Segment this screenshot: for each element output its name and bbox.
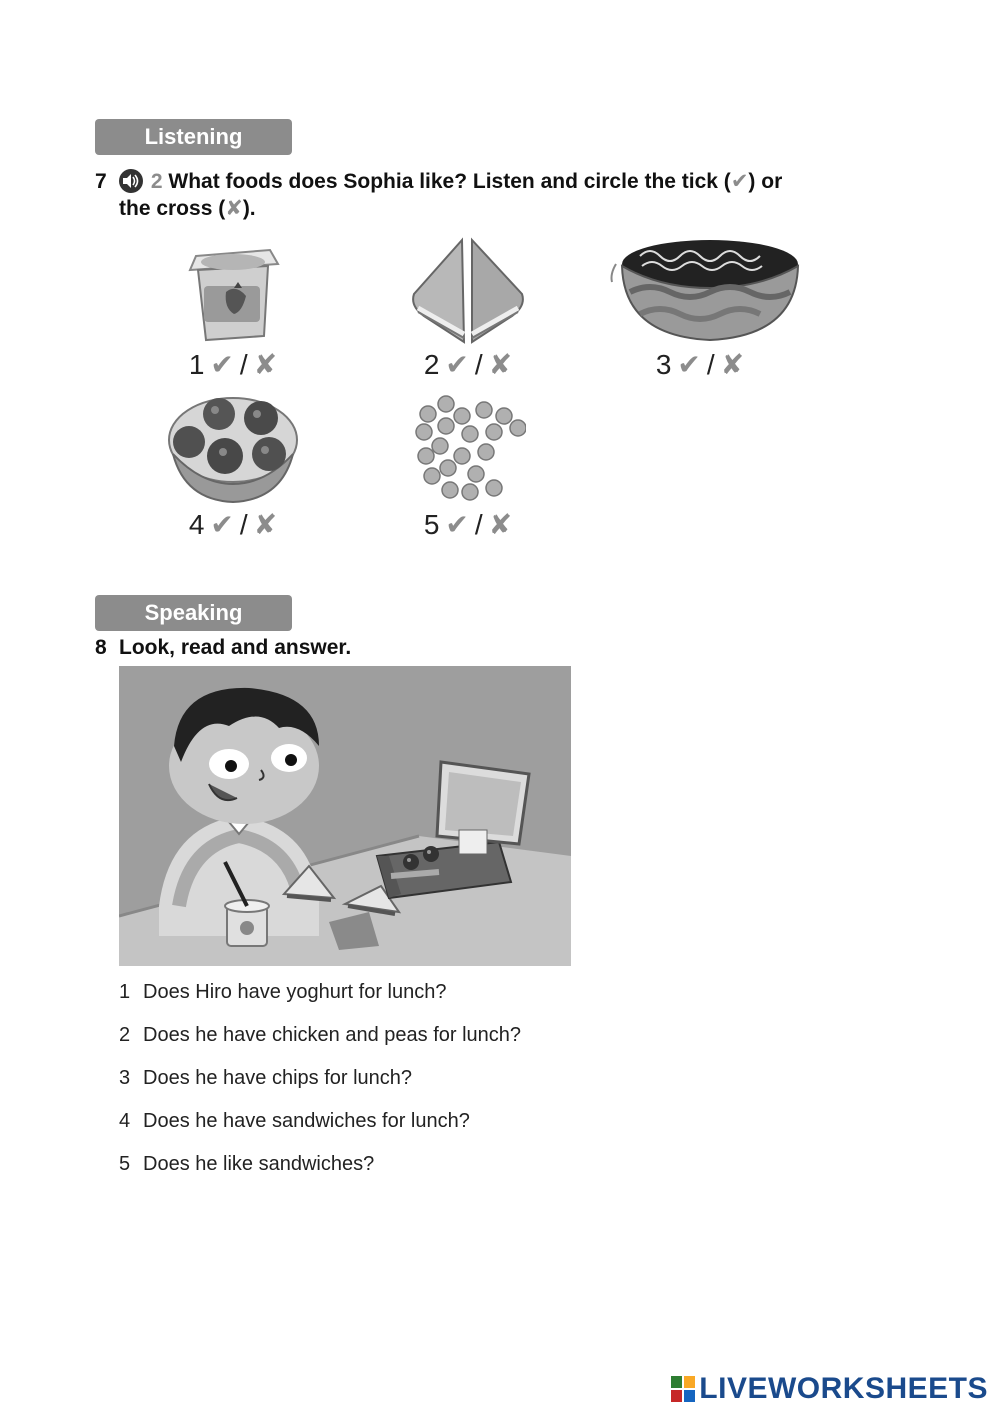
slash: / — [239, 349, 248, 380]
item-number: 2 — [423, 349, 440, 380]
tick-option[interactable]: ✔ — [445, 509, 469, 540]
logo-text: LIVEWORKSHEETS — [699, 1372, 988, 1405]
sandwich-image — [406, 236, 530, 344]
liveworksheets-logo — [670, 1372, 988, 1406]
question-number: 4 — [119, 1110, 131, 1132]
hiro-lunch-illustration — [119, 666, 571, 966]
food-item-4 — [133, 394, 333, 541]
question-2 — [119, 1024, 521, 1047]
exercise-8-instruction — [95, 634, 351, 661]
tick-option[interactable]: ✔ — [677, 349, 701, 380]
meatball-bowl-image — [165, 394, 301, 504]
item-number: 4 — [188, 509, 205, 540]
tick-option[interactable]: ✔ — [210, 349, 234, 380]
question-3 — [119, 1067, 412, 1090]
slash: / — [474, 509, 483, 540]
track-number: 2 — [150, 170, 163, 193]
question-number: 5 — [119, 1153, 131, 1175]
food-item-1 — [133, 236, 333, 381]
question-number: 2 — [119, 1024, 131, 1046]
instruction-text-1: What foods does Sophia like? Listen and circle the tick ( — [168, 170, 731, 193]
tick-option[interactable]: ✔ — [210, 509, 234, 540]
question-text: Does he have sandwiches for lunch? — [143, 1110, 470, 1132]
peas-image — [410, 394, 526, 504]
liveworksheets-logo-icon — [670, 1374, 696, 1404]
item-number: 1 — [188, 349, 205, 380]
question-1 — [119, 981, 447, 1004]
question-text: Does he have chips for lunch? — [143, 1067, 413, 1089]
instruction-text-2: ) or — [748, 170, 783, 193]
speaking-banner — [95, 595, 292, 631]
question-4 — [119, 1110, 470, 1133]
choice-2 — [368, 348, 568, 381]
question-number: 3 — [119, 1067, 131, 1089]
instruction-text-4: ). — [242, 197, 256, 220]
slash: / — [239, 509, 248, 540]
instruction-text-3: the cross ( — [119, 197, 226, 220]
food-item-2 — [368, 236, 568, 381]
instruction-text: Look, read and answer. — [119, 636, 352, 659]
question-5 — [119, 1153, 374, 1176]
exercise-number: 8 — [95, 636, 107, 659]
choice-4 — [133, 508, 333, 541]
item-number: 3 — [655, 349, 672, 380]
listening-banner — [95, 119, 292, 155]
listening-banner-label: Listening — [144, 124, 243, 149]
question-text: Does Hiro have yoghurt for lunch? — [143, 981, 447, 1003]
cross-option[interactable]: ✘ — [253, 349, 278, 380]
question-text: Does he have chicken and peas for lunch? — [143, 1024, 522, 1046]
tick-option[interactable]: ✔ — [445, 349, 469, 380]
speaking-banner-label: Speaking — [144, 600, 243, 625]
question-text: Does he like sandwiches? — [143, 1153, 375, 1175]
question-number: 1 — [119, 981, 131, 1003]
choice-5 — [368, 508, 568, 541]
slash: / — [474, 349, 483, 380]
choice-3 — [600, 348, 800, 381]
exercise-7-instruction — [95, 168, 782, 222]
choice-1 — [133, 348, 333, 381]
audio-icon[interactable] — [119, 169, 143, 193]
cross-icon: ✘ — [225, 197, 243, 220]
food-item-5 — [368, 394, 568, 541]
tick-icon: ✔ — [730, 170, 749, 193]
slash: / — [706, 349, 715, 380]
cross-option[interactable]: ✘ — [253, 509, 278, 540]
yoghurt-image — [178, 236, 288, 344]
spaghetti-bowl-image — [600, 236, 800, 344]
cross-option[interactable]: ✘ — [488, 349, 513, 380]
food-item-3 — [600, 236, 800, 381]
cross-option[interactable]: ✘ — [720, 349, 745, 380]
cross-option[interactable]: ✘ — [488, 509, 513, 540]
item-number: 5 — [423, 509, 440, 540]
exercise-number: 7 — [95, 170, 107, 193]
